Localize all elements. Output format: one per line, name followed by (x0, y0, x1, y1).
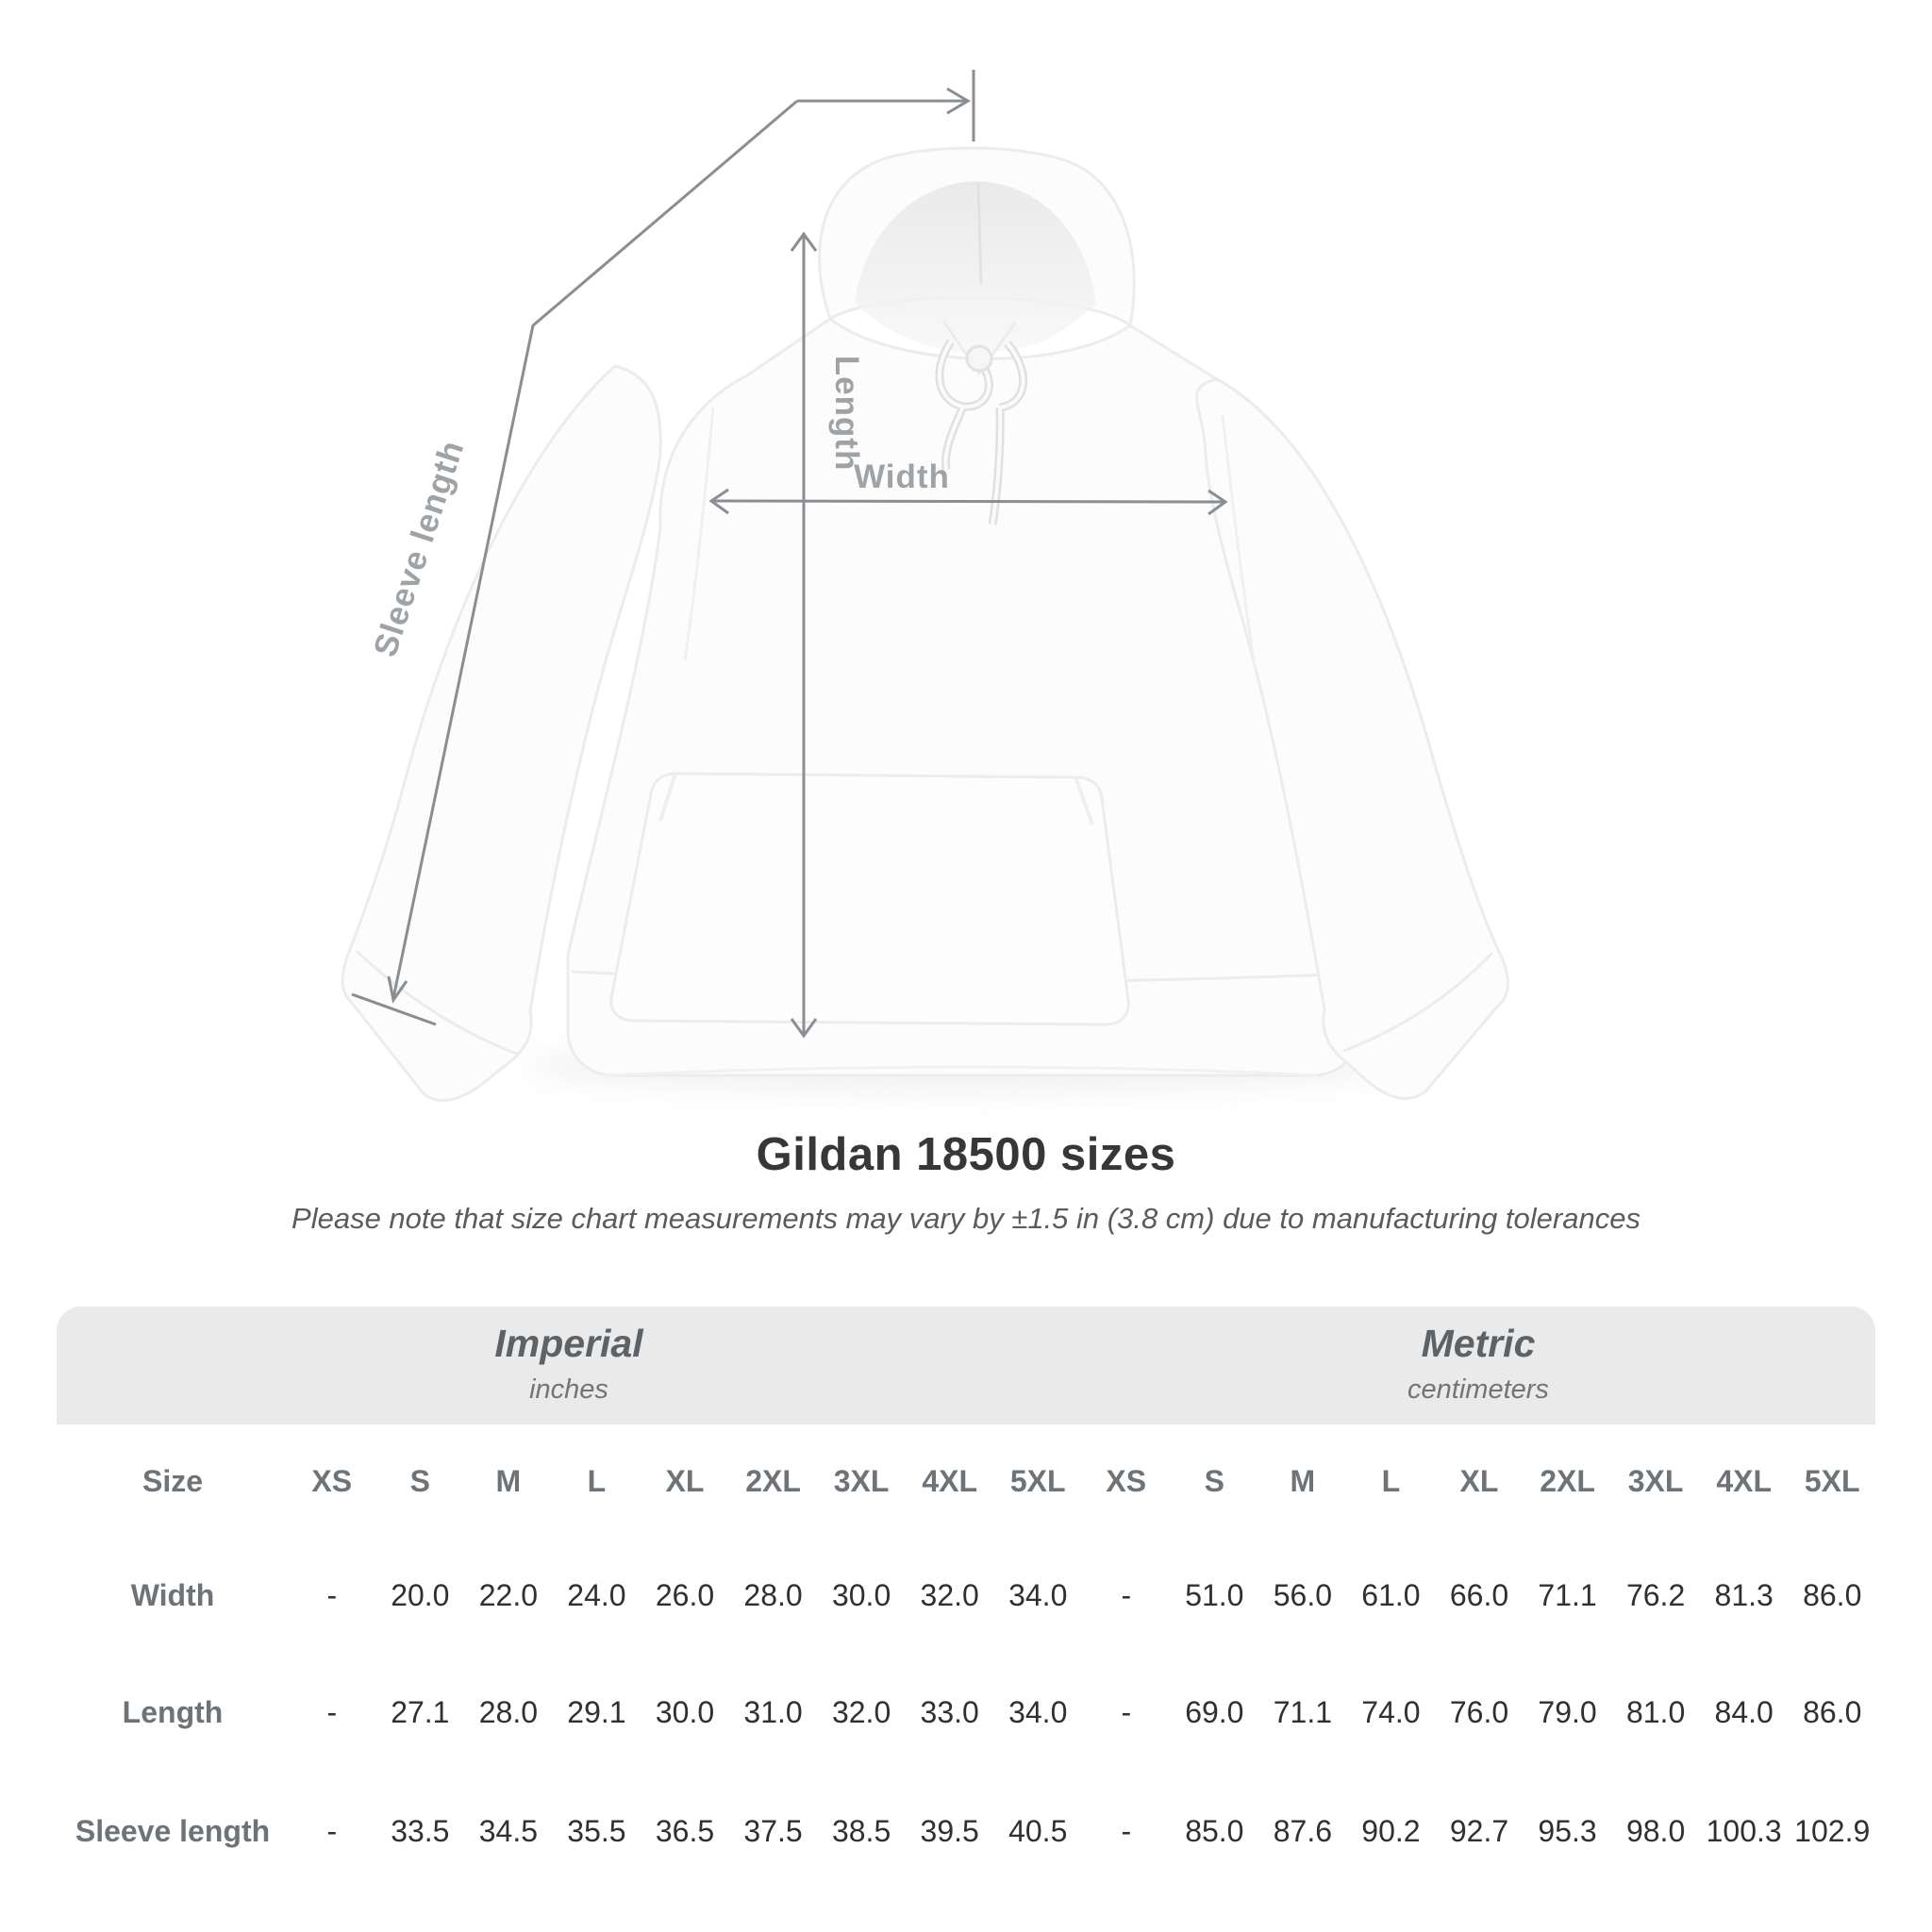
table-cell: 30.0 (831, 1577, 891, 1612)
table-cell: 86.0 (1803, 1694, 1862, 1729)
size-column-header: 3XL (1627, 1463, 1684, 1498)
size-column-header: L (1381, 1463, 1401, 1498)
table-cell: 31.0 (743, 1694, 803, 1729)
size-column-header: XL (1459, 1463, 1499, 1498)
size-column-header: S (409, 1463, 430, 1498)
table-cell: 84.0 (1714, 1694, 1774, 1729)
table-cell: 76.2 (1625, 1577, 1686, 1612)
table-cell: 66.0 (1449, 1577, 1509, 1612)
imperial-group-header (57, 1307, 1081, 1424)
table-cell: - (326, 1813, 338, 1848)
table-cell: 29.1 (567, 1694, 626, 1729)
metric-group-name: Metric (1421, 1322, 1536, 1365)
table-cell: 76.0 (1449, 1694, 1509, 1729)
table-cell: 87.6 (1273, 1813, 1333, 1848)
metric-group-unit: centimeters (1407, 1374, 1549, 1405)
width-line (710, 501, 1226, 502)
table-cell: 35.5 (567, 1813, 626, 1848)
table-cell: 90.2 (1361, 1813, 1421, 1848)
table-cell: 40.5 (1008, 1813, 1068, 1848)
size-table (57, 1307, 1875, 1890)
length-label: Length (828, 355, 865, 472)
width-label: Width (854, 458, 950, 495)
table-cell: 28.0 (478, 1694, 539, 1729)
table-cell: 24.0 (567, 1577, 626, 1612)
sleeve-length-label: Sleeve length (366, 435, 472, 661)
kangaroo-pocket (611, 774, 1129, 1024)
table-cell: 71.1 (1538, 1577, 1597, 1612)
table-cell: 92.7 (1449, 1813, 1509, 1848)
table-cell: 86.0 (1803, 1577, 1862, 1612)
table-cell: 33.0 (920, 1694, 979, 1729)
table-cell: - (1121, 1577, 1132, 1612)
table-cell: 38.5 (831, 1813, 891, 1848)
table-cell: 34.5 (478, 1813, 539, 1848)
size-column-header: 2XL (1540, 1463, 1595, 1498)
table-cell: 81.3 (1714, 1577, 1774, 1612)
table-cell: 79.0 (1538, 1694, 1597, 1729)
table-cell: 33.5 (391, 1813, 450, 1848)
table-cell: 56.0 (1273, 1577, 1333, 1612)
size-column-header: M (1290, 1463, 1316, 1498)
table-cell: 32.0 (920, 1577, 979, 1612)
table-cell: 26.0 (655, 1577, 715, 1612)
size-column-header: XS (311, 1463, 353, 1498)
table-cell: 81.0 (1625, 1694, 1686, 1729)
imperial-group-unit: inches (529, 1374, 608, 1405)
page-subtitle: Please note that size chart measurements may vary by ±1.5 in (3.8 cm) due to manufacturing tolerances (291, 1202, 1641, 1235)
table-cell: 34.0 (1008, 1694, 1068, 1729)
row-label-length: Length (122, 1694, 224, 1729)
unit-group-band (57, 1307, 1875, 1424)
table-cell: 27.1 (391, 1694, 450, 1729)
table-cell: 34.0 (1008, 1577, 1068, 1612)
table-cell: 95.3 (1538, 1813, 1597, 1848)
size-column-header: XL (665, 1463, 705, 1498)
table-cell: 61.0 (1361, 1577, 1421, 1612)
size-column-header: 4XL (922, 1463, 977, 1498)
table-cell: 39.5 (920, 1813, 979, 1848)
table-cell: 28.0 (743, 1577, 803, 1612)
imperial-group-name: Imperial (494, 1322, 643, 1365)
heading (0, 1128, 1932, 1236)
table-cell: 20.0 (391, 1577, 450, 1612)
table-cell: 22.0 (478, 1577, 539, 1612)
drawstring-knot (967, 346, 991, 371)
table-cell: 71.1 (1273, 1694, 1333, 1729)
size-header-cell: Size (142, 1463, 204, 1498)
size-column-header: 5XL (1009, 1463, 1066, 1498)
table-cell: 85.0 (1185, 1813, 1244, 1848)
size-column-header: L (587, 1463, 607, 1498)
table-cell: 100.3 (1706, 1813, 1782, 1848)
size-column-header: 4XL (1716, 1463, 1772, 1498)
size-column-header: M (495, 1463, 522, 1498)
table-cell: - (1121, 1694, 1132, 1729)
table-cell: - (326, 1577, 338, 1612)
size-column-header: S (1204, 1463, 1224, 1498)
row-label-sleeve-length: Sleeve length (75, 1813, 271, 1848)
metric-group-header (1081, 1307, 1875, 1424)
row-label-width: Width (130, 1577, 215, 1612)
table-cell: 37.5 (743, 1813, 803, 1848)
page-title: Gildan 18500 sizes (756, 1129, 1176, 1180)
table-cell: 74.0 (1361, 1694, 1421, 1729)
table-cell: 51.0 (1185, 1577, 1244, 1612)
table-cell: 69.0 (1185, 1694, 1244, 1729)
table-cell: - (1121, 1813, 1132, 1848)
table-cell: - (326, 1694, 338, 1729)
size-column-header: 3XL (833, 1463, 890, 1498)
size-column-header: 2XL (745, 1463, 801, 1498)
size-column-header: 5XL (1804, 1463, 1860, 1498)
table-cell: 98.0 (1625, 1813, 1686, 1848)
table-cell: 36.5 (655, 1813, 715, 1848)
table-cell: 102.9 (1794, 1813, 1871, 1848)
size-column-header: XS (1106, 1463, 1147, 1498)
table-cell: 32.0 (831, 1694, 891, 1729)
size-table-grid (57, 1424, 1875, 1890)
table-cell: 30.0 (655, 1694, 715, 1729)
